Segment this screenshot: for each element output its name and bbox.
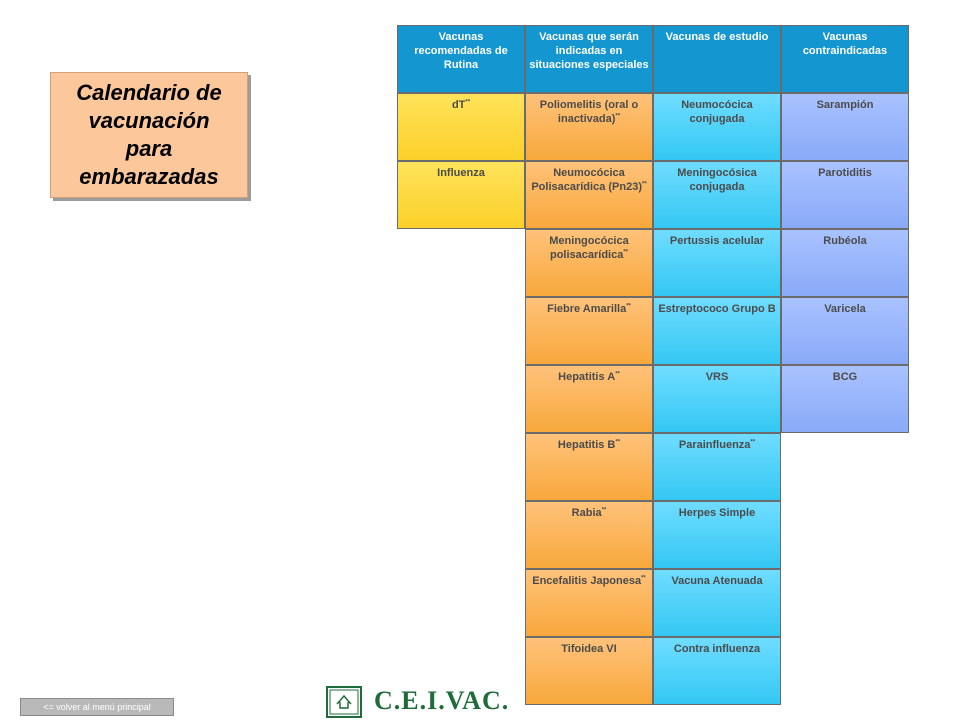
study-vaccine-5-label: VRS bbox=[705, 371, 729, 383]
study-vaccine-3-label: Pertussis acelular bbox=[669, 235, 765, 247]
contraindicated-vaccine-4-label: Varicela bbox=[824, 303, 866, 315]
special-vaccine-6-label: Hepatitis B bbox=[557, 439, 616, 451]
special-vaccine-3-label: Meningocócica polisacarídica bbox=[549, 235, 629, 261]
contraindicated-vaccine-3 bbox=[781, 229, 909, 297]
special-vaccine-1 bbox=[525, 93, 653, 161]
study-vaccine-7 bbox=[653, 501, 781, 569]
special-vaccine-3 bbox=[525, 229, 653, 297]
study-vaccine-1-label: Neumocócica conjugada bbox=[681, 99, 753, 125]
logo-text: C.E.I.VAC. bbox=[374, 686, 510, 715]
contraindicated-vaccine-5 bbox=[781, 365, 909, 433]
contraindicated-vaccine-3-label: Rubéola bbox=[823, 235, 867, 247]
special-vaccine-8 bbox=[525, 569, 653, 637]
study-vaccine-5 bbox=[653, 365, 781, 433]
study-vaccine-6 bbox=[653, 433, 781, 501]
ceivac-logo bbox=[326, 684, 526, 720]
special-vaccine-5-note: ** bbox=[615, 371, 620, 378]
study-vaccine-9-label: Contra influenza bbox=[673, 643, 761, 655]
study-vaccine-3 bbox=[653, 229, 781, 297]
special-vaccine-3-note: ** bbox=[623, 249, 629, 256]
study-vaccine-6-note: ** bbox=[750, 439, 756, 446]
routine-vaccine-1-note: ** bbox=[465, 99, 471, 106]
study-vaccine-4-label: Estreptococo Grupo B bbox=[658, 303, 776, 315]
special-vaccine-5-label: Hepatitis A bbox=[558, 371, 616, 383]
special-vaccine-4-label: Fiebre Amarilla bbox=[547, 303, 627, 315]
special-vaccine-1-label: Poliomelitis (oral o inactivada) bbox=[539, 99, 639, 125]
special-vaccine-6 bbox=[525, 433, 653, 501]
study-vaccine-6-label: Parainfluenza bbox=[678, 439, 751, 451]
back-to-menu-link[interactable]: <= volver al menú principal bbox=[20, 698, 174, 716]
special-vaccine-7 bbox=[525, 501, 653, 569]
routine-vaccine-2-label: Influenza bbox=[437, 167, 485, 179]
special-vaccine-1-note: ** bbox=[615, 113, 621, 120]
study-vaccine-2-label: Meningocósica conjugada bbox=[677, 167, 757, 193]
routine-vaccine-1-label: dT bbox=[451, 99, 466, 111]
study-vaccine-8 bbox=[653, 569, 781, 637]
special-vaccine-7-label: Rabia bbox=[571, 507, 602, 519]
special-vaccine-2-note: ** bbox=[642, 181, 647, 188]
routine-vaccine-2 bbox=[397, 161, 525, 229]
contraindicated-vaccine-1-label: Sarampión bbox=[816, 99, 874, 111]
study-vaccine-1 bbox=[653, 93, 781, 161]
contraindicated-vaccine-5-label: BCG bbox=[832, 371, 858, 383]
special-vaccine-4-note: ** bbox=[626, 303, 631, 310]
special-vaccine-8-note: ** bbox=[641, 575, 646, 582]
contraindicated-vaccine-1 bbox=[781, 93, 909, 161]
special-vaccine-9 bbox=[525, 637, 653, 705]
contraindicated-vaccine-2 bbox=[781, 161, 909, 229]
page-title: Calendario de vacunación para embarazadas bbox=[76, 80, 222, 189]
special-vaccine-4 bbox=[525, 297, 653, 365]
column-header-4: Vacunas contraindicadas bbox=[781, 25, 909, 93]
ceivac-badge-icon bbox=[326, 686, 362, 718]
study-vaccine-9 bbox=[653, 637, 781, 705]
special-vaccine-8-label: Encefalitis Japonesa bbox=[532, 575, 642, 587]
study-vaccine-4 bbox=[653, 297, 781, 365]
study-vaccine-7-label: Herpes Simple bbox=[678, 507, 756, 519]
special-vaccine-2 bbox=[525, 161, 653, 229]
contraindicated-vaccine-2-label: Parotiditis bbox=[818, 167, 872, 179]
study-vaccine-8-label: Vacuna Atenuada bbox=[671, 575, 763, 587]
study-vaccine-2 bbox=[653, 161, 781, 229]
column-header-2: Vacunas que serán indicadas en situaciones especiales bbox=[525, 25, 653, 93]
title-card bbox=[50, 72, 248, 198]
special-vaccine-9-label: Tifoidea VI bbox=[561, 643, 617, 655]
contraindicated-vaccine-4 bbox=[781, 297, 909, 365]
special-vaccine-2-label: Neumocócica Polisacarídica (Pn23) bbox=[531, 167, 642, 193]
column-header-1: Vacunas recomendadas de Rutina bbox=[397, 25, 525, 93]
routine-vaccine-1 bbox=[397, 93, 525, 161]
special-vaccine-6-note: ** bbox=[615, 439, 621, 446]
special-vaccine-7-note: ** bbox=[601, 507, 607, 514]
special-vaccine-5 bbox=[525, 365, 653, 433]
column-header-3: Vacunas de estudio bbox=[653, 25, 781, 93]
